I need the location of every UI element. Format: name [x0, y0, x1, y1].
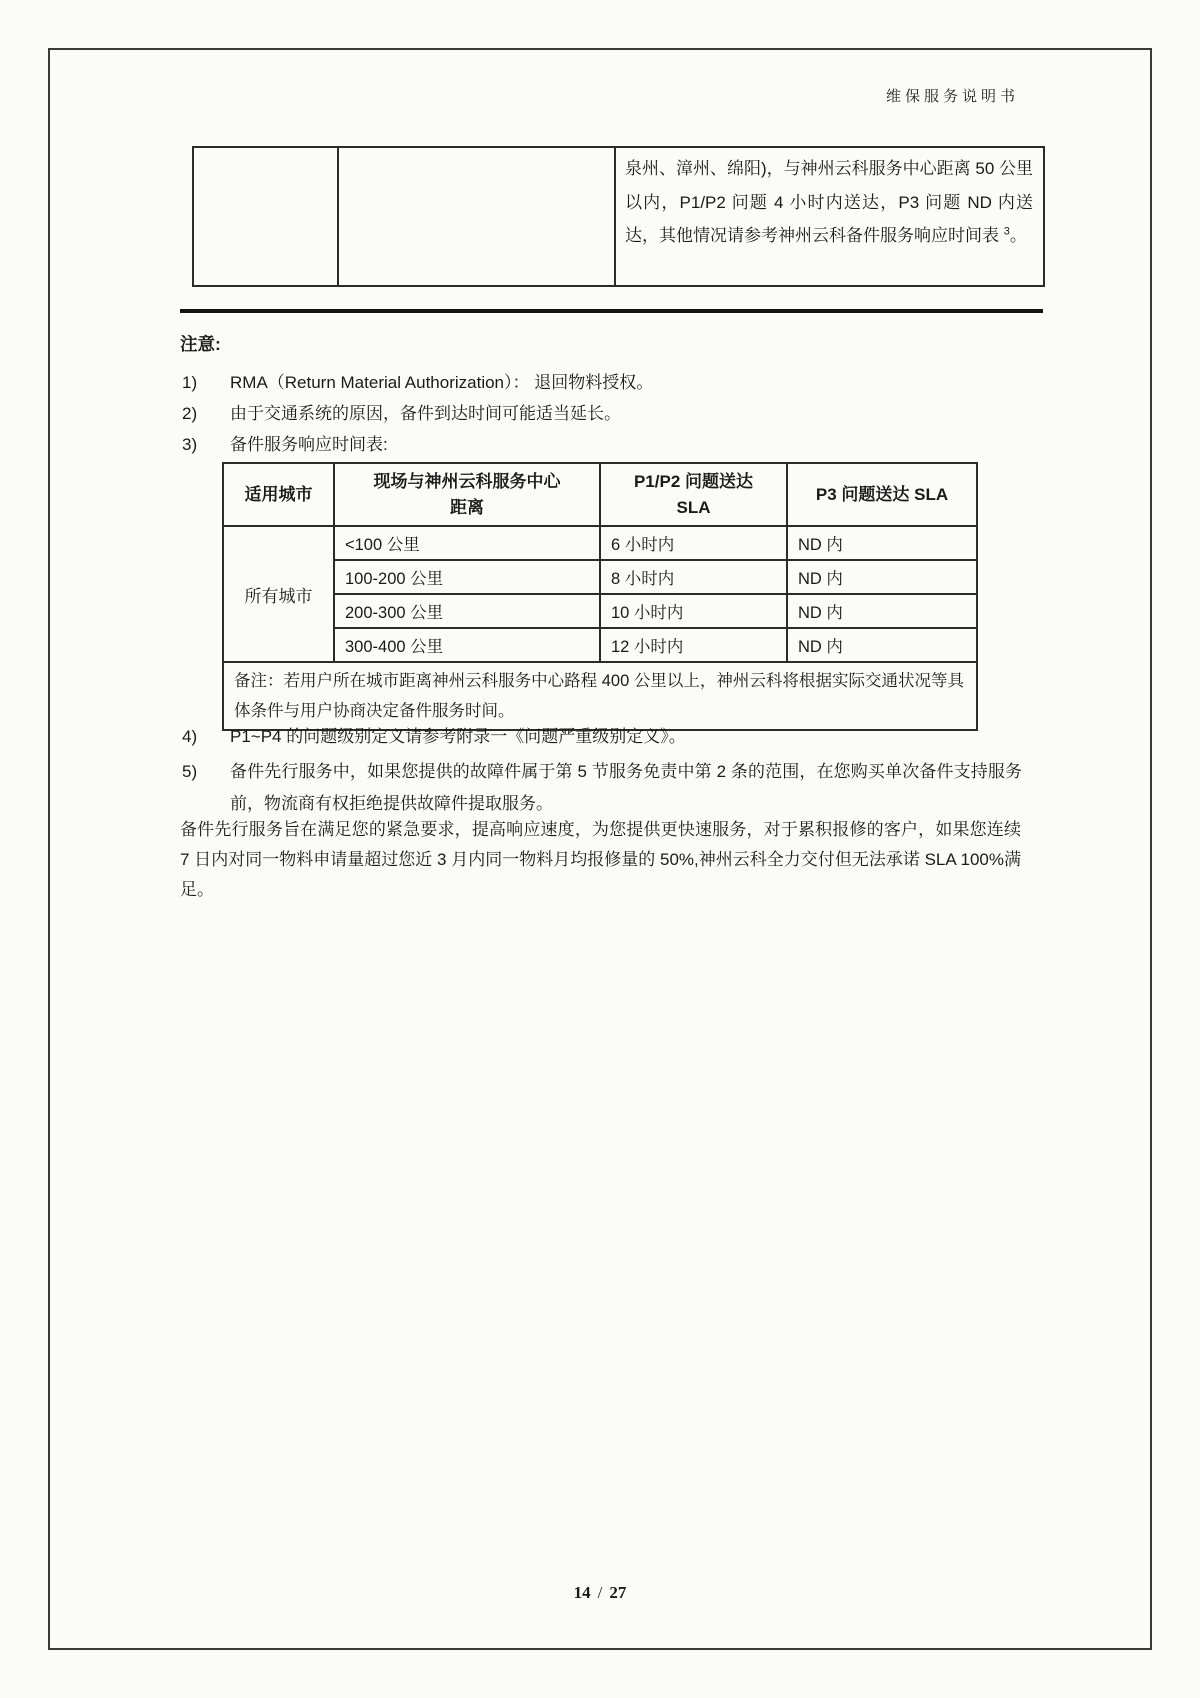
distance-cell: 100-200 公里: [334, 560, 600, 594]
table-note-row: [223, 662, 977, 730]
list-text: RMA（Return Material Authorization）： 退回物料授权。: [230, 373, 654, 392]
table-header-row: [223, 463, 977, 526]
total-pages: 27: [609, 1583, 627, 1602]
column-header-p3-sla: [787, 463, 977, 526]
city-cell: 所有城市: [223, 526, 334, 662]
cell-text-end: 。: [1009, 226, 1027, 245]
p1p2-sla-cell: 10 小时内: [600, 594, 787, 628]
header-title: 维保服务说明书: [886, 89, 1020, 105]
distance-cell: <100 公里: [334, 526, 600, 560]
list-item: [182, 756, 1022, 820]
cell-text: 泉州、漳州、绵阳)，与神州云科服务中心距离 50 公里以内，P1/P2 问题 4 小时内送达，P3 问题 ND 内送达，其他情况请参考神州云科备件服务响应时间表: [625, 159, 1034, 245]
list-text: 由于交通系统的原因，备件到达时间可能适当延长。: [230, 404, 621, 423]
list-number: 2): [182, 404, 198, 423]
list-item: [182, 726, 1022, 748]
table-row: [193, 147, 1044, 286]
p3-sla-cell: ND 内: [787, 560, 977, 594]
empty-cell: [338, 147, 615, 286]
list-text: P1~P4 的问题级别定义请参考附录一《问题严重级别定义》。: [230, 727, 686, 746]
list-number: 4): [182, 727, 198, 746]
list-number: 3): [182, 435, 198, 454]
list-item: [182, 434, 1022, 456]
column-header-city: [223, 463, 334, 526]
p3-sla-cell: ND 内: [787, 594, 977, 628]
page-footer: [0, 1583, 1200, 1603]
list-number: 1): [182, 373, 198, 392]
column-header-distance: [334, 463, 600, 526]
list-number: 5): [182, 762, 198, 781]
header-line: 现场与神州云科服务中心: [373, 471, 561, 491]
p1p2-sla-cell: 8 小时内: [600, 560, 787, 594]
header-line: P3 问题送达 SLA: [815, 484, 949, 504]
distance-cell: 300-400 公里: [334, 628, 600, 662]
section-divider-rule: [180, 309, 1043, 313]
footnote-ref: 3: [1003, 225, 1010, 238]
notice-heading: 注意:: [180, 334, 221, 354]
page-number-separator: /: [597, 1583, 603, 1602]
distance-cell: 200-300 公里: [334, 594, 600, 628]
table-row: [223, 560, 977, 594]
p3-sla-cell: ND 内: [787, 526, 977, 560]
spare-parts-sla-table: [222, 462, 978, 731]
header-line: SLA: [676, 497, 711, 517]
table-row: [223, 594, 977, 628]
p1p2-sla-cell: 6 小时内: [600, 526, 787, 560]
p3-sla-cell: ND 内: [787, 628, 977, 662]
header-line: 适用城市: [244, 484, 313, 504]
page-number: 14: [573, 1583, 591, 1602]
list-text: 备件服务响应时间表:: [230, 435, 388, 454]
table-row: [223, 628, 977, 662]
closing-paragraph: 备件先行服务旨在满足您的紧急要求，提高响应速度，为您提供更快速服务，对于累积报修的客户，如果您连续 7 日内对同一物料申请量超过您近 3 月内同一物料月均报修量的 50%,神州云科全力交付但无法承诺 SLA 100%满足。: [180, 820, 1021, 899]
table-row: [223, 526, 977, 560]
column-header-p1p2-sla: [600, 463, 787, 526]
continued-table-fragment: [192, 146, 1045, 287]
header-line: P1/P2 问题送达: [633, 471, 754, 491]
list-item: [182, 403, 1022, 425]
p1p2-sla-cell: 12 小时内: [600, 628, 787, 662]
table-note-cell: 备注：若用户所在城市距离神州云科服务中心路程 400 公里以上，神州云科将根据实际交通状况等具体条件与用户协商决定备件服务时间。: [223, 662, 977, 730]
list-text: 备件先行服务中，如果您提供的故障件属于第 5 节服务免责中第 2 条的范围，在您购买单次备件支持服务前，物流商有权拒绝提供故障件提取服务。: [230, 762, 1022, 813]
list-item: [182, 372, 1022, 394]
spare-parts-delivery-cell: [615, 147, 1044, 286]
empty-cell: [193, 147, 338, 286]
header-line: 距离: [450, 497, 484, 517]
